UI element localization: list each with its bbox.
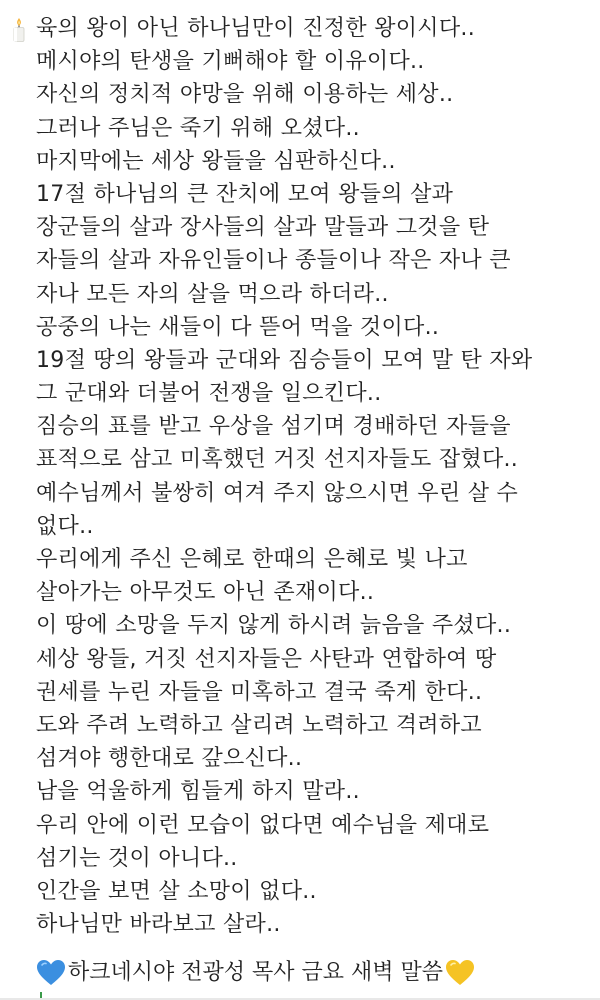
sermon-line: 짐승의 표를 받고 우상을 섬기며 경배하던 자들을 [36, 414, 511, 440]
sermon-line: 세상 왕들, 거짓 선지자들은 사탄과 연합하여 땅 [36, 646, 497, 672]
sermon-line: 장군들의 살과 장사들의 살과 말들과 그것을 탄 [36, 215, 490, 241]
sermon-line: 남을 억울하게 힘들게 하지 말라.. [36, 779, 360, 805]
sermon-line: 마지막에는 세상 왕들을 심판하신다.. [36, 148, 396, 174]
sermon-text-block [36, 12, 596, 941]
sermon-line: 메시야의 탄생을 기뻐해야 할 이유이다.. [36, 49, 425, 75]
blue-heart-icon [36, 959, 66, 987]
sermon-line: 그 군대와 더불어 전쟁을 일으킨다.. [36, 381, 382, 407]
sermon-line: 섬겨야 행한대로 갚으신다.. [36, 746, 303, 772]
sermon-line [36, 12, 596, 45]
sermon-line: 자신의 정치적 야망을 위해 이용하는 세상.. [36, 82, 454, 108]
sermon-line: 없다.. [36, 513, 94, 539]
sermon-line: 도와 주려 노력하고 살리려 노력하고 격려하고 [36, 712, 482, 738]
sermon-line: 살아가는 아무것도 아닌 존재이다.. [36, 580, 375, 606]
candle-icon [10, 17, 28, 43]
sermon-line: 권세를 누린 자들을 미혹하고 결국 죽게 한다.. [36, 679, 483, 705]
signature-text: 하크네시야 전광성 목사 금요 새벽 말씀 [68, 960, 443, 985]
sermon-line: 우리 안에 이런 모습이 없다면 예수님을 제대로 [36, 812, 490, 838]
sermon-line: 하나님만 바라보고 살라.. [36, 912, 281, 938]
sermon-line: 예수님께서 불쌍히 여겨 주지 않으시면 우린 살 수 [36, 480, 519, 506]
sermon-line: 자나 모든 자의 살을 먹으라 하더라.. [36, 281, 389, 307]
sermon-line: 자들의 살과 자유인들이나 종들이나 작은 자나 큰 [36, 248, 511, 274]
sermon-line: 섬기는 것이 아니다.. [36, 845, 238, 871]
sermon-line: 이 땅에 소망을 두지 않게 하시려 늙음을 주셨다.. [36, 613, 512, 639]
sermon-line: 17절 하나님의 큰 잔치에 모여 왕들의 살과 [36, 181, 454, 207]
sermon-line: 인간을 보면 살 소망이 없다.. [36, 878, 317, 904]
sermon-line-text: 육의 왕이 아닌 하나님만이 진정한 왕이시다.. [36, 16, 475, 41]
sermon-signature [36, 956, 475, 990]
sermon-line: 표적으로 삼고 미혹했던 거짓 선지자들도 잡혔다.. [36, 447, 519, 473]
yellow-heart-icon [445, 959, 475, 987]
sermon-line: 우리에게 주신 은혜로 한때의 은혜로 빛 나고 [36, 547, 468, 572]
sermon-line: 19절 땅의 왕들과 군대와 짐승들이 모여 말 탄 자와 [36, 347, 533, 373]
sermon-line: 그러나 주님은 죽기 위해 오셨다.. [36, 115, 360, 141]
sermon-line: 공중의 나는 새들이 다 뜯어 먹을 것이다.. [36, 314, 440, 340]
